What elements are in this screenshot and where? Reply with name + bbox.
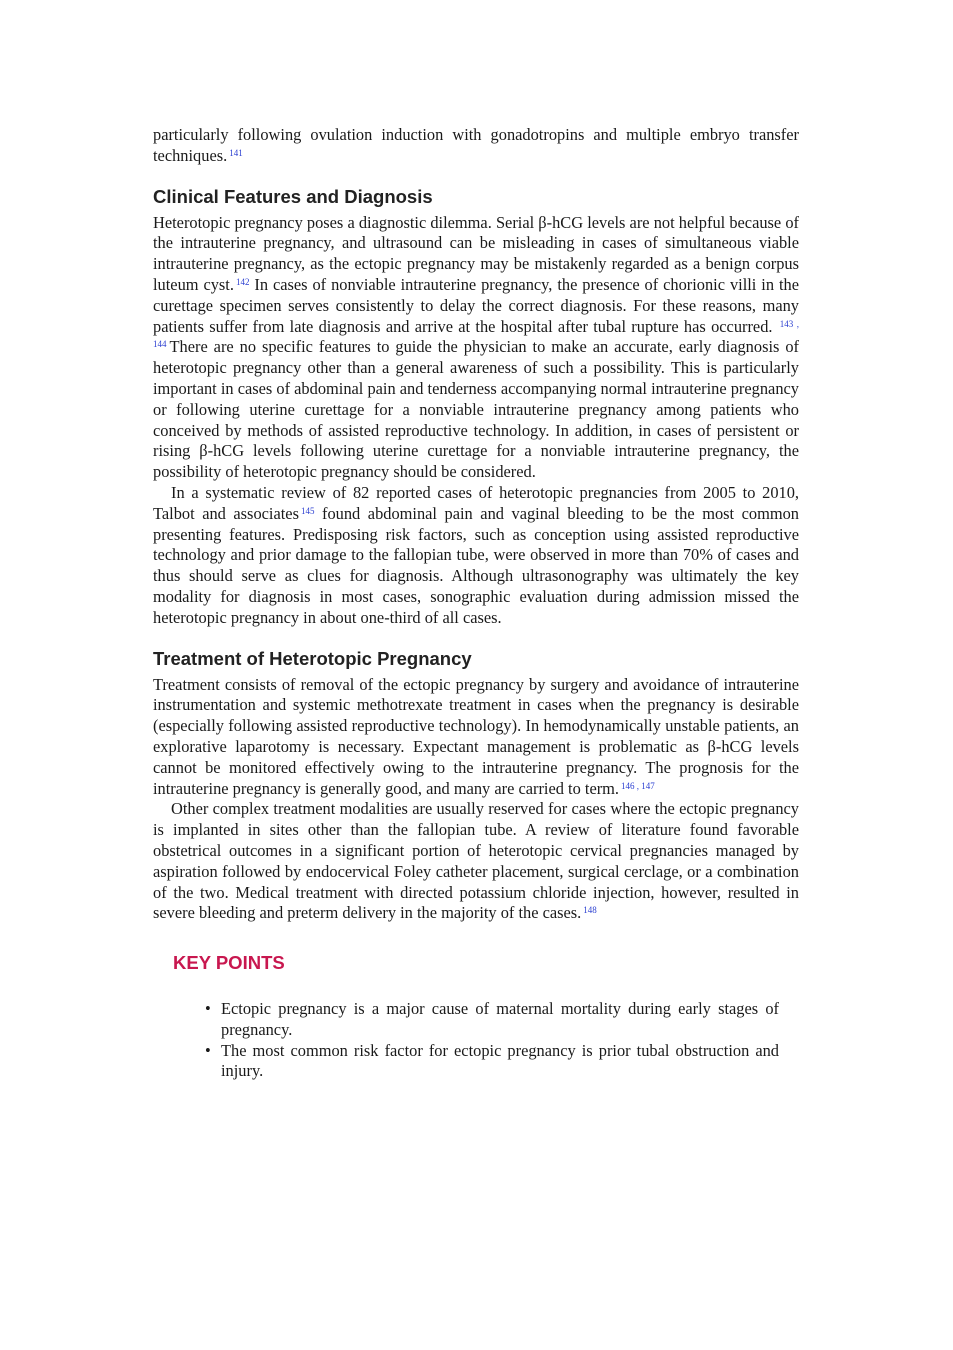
body-text: In a systematic review of 82 reported cases of heterotopic pregnancies from 2005 to 2010, Talbot and associates bbox=[153, 482, 799, 523]
key-point-item bbox=[205, 1041, 779, 1083]
citation-link[interactable]: 146 , 147 bbox=[621, 780, 655, 791]
key-point-item bbox=[205, 999, 779, 1041]
clinical-paragraph-1 bbox=[153, 213, 799, 483]
section-heading-clinical-features: Clinical Features and Diagnosis bbox=[153, 185, 433, 207]
treatment-paragraph-2 bbox=[153, 799, 799, 924]
body-text: found abdominal pain and vaginal bleeding to be the most common presenting features. Predisposing risk factors, such as conception using assisted reproductive technology and prior damage to the fallopian tube, were observed in more than 70% of cases and thus should serve as clues for diagnosis. Although ultrasonography was ultimately the key modality for diagnosis in most cases, sonographic evaluation during admission missed the heterotopic pregnancy in about one-third of all cases. bbox=[153, 503, 799, 627]
body-text: Treatment consists of removal of the ectopic pregnancy by surgery and avoidance of intrauterine instrumentation and systemic methotrexate treatment in cases when the pregnancy is desirable (especially following assisted reproductive technology). In hemodynamically unstable patients, an explorative laparotomy is necessary. Expectant management is problematic as β-hCG levels cannot be monitored effectively owing to the intrauterine pregnancy. The prognosis for the intrauterine pregnancy is generally good, and many are carried to term. bbox=[153, 674, 799, 798]
key-point-text: Ectopic pregnancy is a major cause of maternal mortality during early stages of pregnancy. bbox=[221, 999, 779, 1039]
body-text: In cases of nonviable intrauterine pregnancy, the presence of chorionic villi in the curettage specimen serves consistently to delay the correct diagnosis. For these reasons, many patients suffer from late diagnosis and arrive at the hospital after tubal rupture has occurred. bbox=[153, 274, 799, 336]
bullet-icon: • bbox=[205, 999, 211, 1019]
intro-paragraph bbox=[153, 125, 799, 167]
clinical-paragraph-2 bbox=[153, 483, 799, 629]
document-page bbox=[153, 125, 799, 1082]
key-points-heading: KEY POINTS bbox=[173, 952, 285, 974]
citation-link[interactable]: 143 , 144 bbox=[153, 318, 799, 350]
citation-link[interactable]: 145 bbox=[300, 505, 315, 516]
bullet-icon: • bbox=[205, 1040, 211, 1060]
citation-link[interactable]: 141 bbox=[229, 147, 243, 158]
key-points-list bbox=[205, 999, 779, 1082]
intro-text: particularly following ovulation induction with gonadotropins and multiple embryo transfer techniques. bbox=[153, 125, 799, 165]
treatment-paragraph-1 bbox=[153, 675, 799, 800]
body-text: Heterotopic pregnancy poses a diagnostic dilemma. Serial β-hCG levels are not helpful because of the intrauterine pregnancy, and ultrasound can be misleading in cases of simultaneous viable intrauterine pregnancy, as the ectopic pregnancy may be mistakenly regarded as a benign corpus luteum cyst. bbox=[153, 212, 799, 294]
section-heading-treatment: Treatment of Heterotopic Pregnancy bbox=[153, 647, 472, 669]
body-text: There are no specific features to guide the physician to make an accurate, early diagnosis of heterotopic pregnancy other than a general awareness of such a possibility. This is particularly important in cases of abdominal pain and tenderness accompanying normal intrauterine pregnancy or following uterine curettage for a nonviable intrauterine pregnancy among patients who conceived by methods of assisted reproductive technology. In addition, in cases of persistent or rising β-hCG levels following uterine curettage for a nonviable intrauterine pregnancy, the possibility of heterotopic pregnancy should be considered. bbox=[153, 337, 799, 482]
citation-link[interactable]: 148 bbox=[583, 905, 597, 916]
body-text: Other complex treatment modalities are usually reserved for cases where the ectopic pregnancy is implanted in sites other than the fallopian tube. A review of literature found favorable obstetrical outcomes in a significant portion of heterotopic cervical pregnancies managed by aspiration followed by endocervical Foley catheter placement, surgical cerclage, or a combination of the two. Medical treatment with directed potassium chloride injection, however, resulted in severe bleeding and preterm delivery in the majority of the cases. bbox=[153, 799, 799, 923]
key-point-text: The most common risk factor for ectopic pregnancy is prior tubal obstruction and injury. bbox=[221, 1040, 779, 1081]
citation-link[interactable]: 142 bbox=[235, 276, 250, 287]
